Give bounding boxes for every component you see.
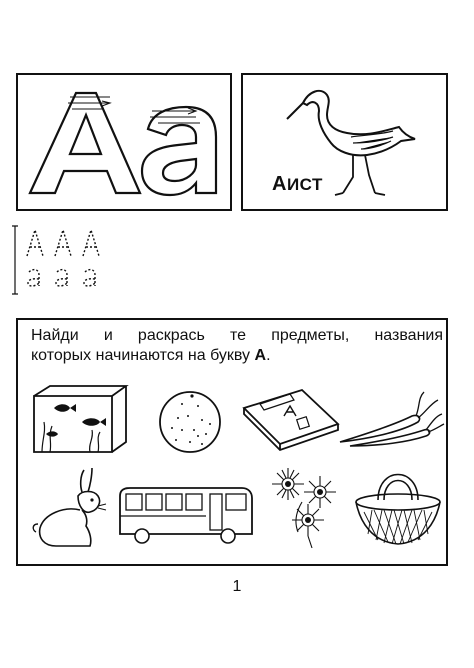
bus-icon[interactable] (116, 486, 256, 550)
basket-icon[interactable] (352, 460, 444, 550)
letter-card (16, 73, 232, 211)
task-card (16, 318, 448, 566)
stork-word-rest: ИСТ (286, 175, 323, 194)
task-letter: А (254, 347, 267, 364)
aquarium-icon[interactable] (28, 386, 128, 456)
stork-word-first-letter: А (272, 173, 287, 195)
page-number: 1 (232, 578, 242, 595)
rabbit-icon[interactable] (30, 466, 110, 550)
task-line-end: . (266, 347, 271, 364)
carrot-icon[interactable] (336, 390, 446, 450)
task-instructions (31, 326, 443, 366)
stork-word (272, 173, 323, 196)
task-line-2: которых начинаются на букву (31, 347, 255, 364)
asters-icon[interactable] (264, 462, 348, 550)
alphabet-book-icon[interactable] (240, 390, 340, 450)
stork-card (241, 73, 448, 211)
tracing-letters-svg (24, 226, 144, 300)
small-a-outline-icon (18, 75, 234, 213)
orange-icon[interactable] (152, 386, 232, 456)
task-line-1: Найди и раскрась те предметы, названия (31, 327, 443, 344)
